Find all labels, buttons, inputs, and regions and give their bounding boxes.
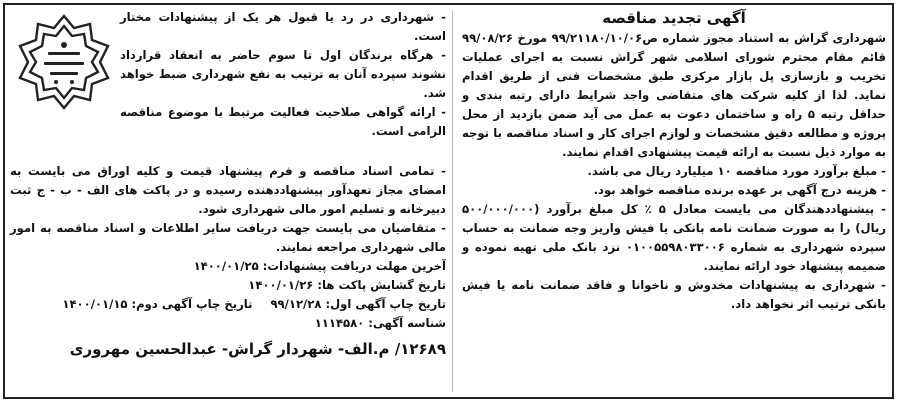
deadline-date: آخرین مهلت دریافت پیشنهادات: ۱۴۰۰/۰۱/۲۵ bbox=[193, 259, 446, 273]
item-budget: - مبلغ برآورد مورد مناقصه ۱۰ میلیارد ریال می باشد. bbox=[587, 164, 886, 178]
first-print-date: تاریخ چاپ آگهی اول: ۹۹/۱۲/۲۸ bbox=[270, 297, 446, 311]
signature: ۱۲۶۸۹/ م.الف- شهردار گراش- عبدالحسین مهروری bbox=[69, 340, 446, 358]
print-dates-row bbox=[10, 295, 446, 314]
left-column-top bbox=[120, 8, 446, 141]
item-more-info: - متقاضیان می بایست جهت دریافت سایر اطلاعات و اسناد مناقصه به امور مالی شهرداری مراجعه نمایند. bbox=[10, 221, 446, 254]
notice-intro: شهرداری گراش به استناد مجوز شماره ص۹۹/۲۱۱۸۰/۱۰/۰۶ مورخ ۹۹/۰۸/۲۶ قائم مقام محترم شورای اسلامی شهر گراش نسبت به اجرای عملیات تخریب و بازسازی پل بازار مرکزی طبق مشخصات فنی از طریق اقدام نماید. لذا از کلیه شرکت های متقاضی واجد شرایط دارای رتبه بندی و حداقل رتبه ۵ راه و ساختمان دعوت به عمل می آید ضمن بازدید از محل پروژه و مطالعه دقیق مشخصات و لوازم اجرای کار و اسناد مناقصه با توجه به موارد ذیل نسبت به ارائه قیمت پیشنهادی اقدام نمایند. bbox=[462, 31, 886, 159]
item-documents: - تمامی اسناد مناقصه و فرم پیشنهاد قیمت و کلیه اوراق می بایست به امضای مجاز تعهدآور پیشنهاددهنده رسیده و در پاکت های الف - ب - ج ثبت دبیرخانه و تسلیم امور مالی شهرداری شود. bbox=[10, 164, 446, 216]
opening-date: تاریخ گشایش پاکت ها: ۱۴۰۰/۰۱/۲۶ bbox=[248, 278, 446, 292]
column-divider bbox=[452, 10, 453, 392]
notice-title: آگهی تجدید مناقصه bbox=[602, 9, 746, 27]
item-deposit-forfeit: - هرگاه برندگان اول تا سوم حاضر به انعقاد قرارداد نشوند سپرده آنان به ترتیب به نفع شهرداری ضبط خواهد شد. bbox=[120, 48, 446, 100]
notice-id: شناسه آگهی: ۱۱۱۴۵۸۰ bbox=[314, 316, 446, 330]
second-print-date: تاریخ چاپ آگهی دوم: ۱۴۰۰/۰۱/۱۵ bbox=[62, 297, 253, 311]
item-certificate: - ارائه گواهی صلاحیت فعالیت مرتبط با موضوع مناقصه الزامی است. bbox=[120, 105, 446, 138]
right-column bbox=[462, 8, 886, 314]
item-guarantee: - پیشنهاددهندگان می بایست معادل ۵ ٪ کل مبلغ برآورد (۵۰۰/۰۰۰/۰۰۰ ریال) را به صورت ضمانت نامه بانکی یا فیش واریز وجه ضمانت به حساب سپرده شهرداری به شماره ۰۱۰۰۵۵۹۸۰۳۳۰۰۶ نزد بانک ملی تهیه نموده و ضمیمه پیشنهاد خود ارائه نمایند. bbox=[462, 202, 886, 273]
left-column-bottom bbox=[10, 162, 446, 361]
municipality-logo-icon bbox=[14, 12, 114, 112]
item-invalid-bids: - شهرداری به پیشنهادات مخدوش و ناخوانا و فاقد ضمانت نامه یا فیش بانکی ترتیب اثر نخواهد داد. bbox=[462, 278, 886, 311]
item-ad-cost: - هزینه درج آگهی بر عهده برنده مناقصه خواهد بود. bbox=[593, 183, 886, 197]
item-accept-reject: - شهرداری در رد یا قبول هر یک از پیشنهادات مختار است. bbox=[120, 10, 446, 43]
